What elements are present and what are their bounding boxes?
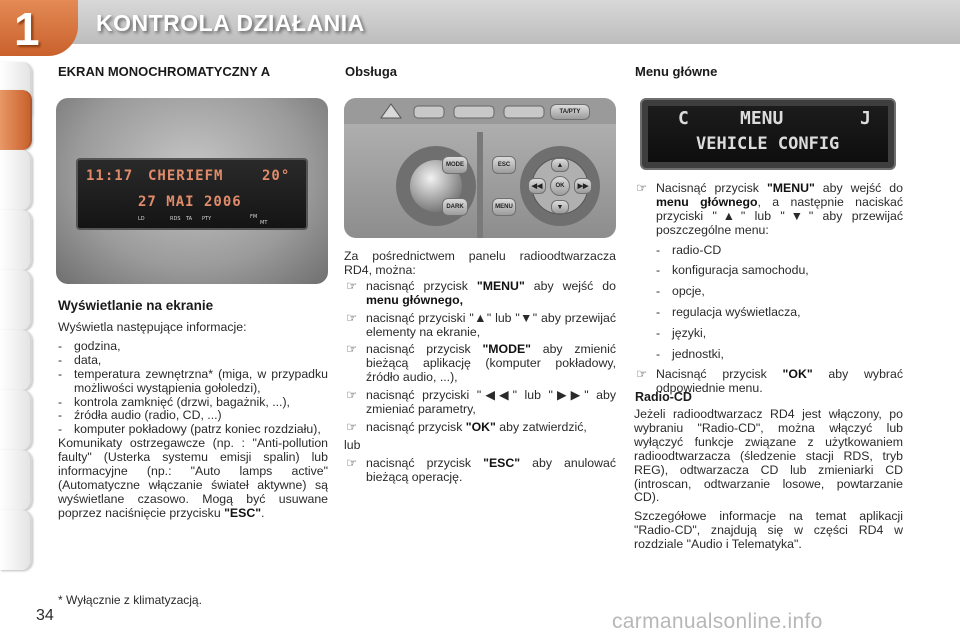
lcd-temperature: 20°: [262, 168, 291, 184]
menu-list-item: - języki,: [656, 325, 707, 340]
list-item: ☞ nacisnąć przyciski "▲" lub "▼" aby przewijać elementy na ekranie,: [346, 310, 616, 339]
lcd-screen: [76, 158, 308, 230]
section-heading-main-menu: Menu główne: [635, 64, 718, 79]
list-item: - temperatura zewnętrzna* (miga, w przypadku możliwości wystąpienia gołoledzi),: [58, 366, 328, 395]
ok-button[interactable]: OK: [550, 176, 570, 196]
menu-list-item: - radio-CD: [656, 242, 722, 257]
subheading-radio-cd: Radio-CD: [635, 390, 692, 404]
list-item: - kontrola zamknięć (drzwi, bagażnik, ...),: [58, 394, 290, 409]
or-text: lub: [344, 437, 361, 452]
radio-cd-text: [634, 408, 903, 552]
lcd-indicator-fm: FM: [250, 214, 258, 220]
side-tab-5[interactable]: [0, 270, 32, 330]
pointer-icon: ☞: [346, 419, 358, 434]
lcd-date: 27 MAI 2006: [138, 194, 242, 210]
menu-lcd-screen: [648, 106, 888, 162]
side-tab-3[interactable]: [0, 150, 32, 210]
chapter-tab: [0, 0, 78, 56]
list-item: ☞ nacisnąć przycisk "MODE" aby zmienić bieżącą aplikację (komputer pokładowy, źródło audio, ...),: [346, 342, 616, 385]
dark-button[interactable]: DARK: [442, 198, 468, 216]
list-item: ☞ Nacisnąć przycisk "OK" aby wybrać odpowiednie menu.: [636, 367, 903, 396]
menu-list: [634, 240, 903, 365]
list-item: ☞ nacisnąć przycisk "ESC" aby anulować bieżącą operację.: [346, 455, 616, 484]
menu-list-item: - konfiguracja samochodu,: [656, 263, 809, 278]
side-tab-7[interactable]: [0, 390, 32, 450]
operation-text: [344, 250, 616, 485]
menu-lcd-line2: VEHICLE CONFIG: [696, 134, 840, 154]
list-item: - data,: [58, 352, 102, 367]
list-item: - źródła audio (radio, CD, ...): [58, 408, 222, 423]
main-menu-text: [634, 178, 903, 396]
display-info-text: [58, 321, 328, 521]
chapter-number: 1: [14, 3, 40, 55]
menu-lcd-left: C: [678, 108, 689, 129]
subheading-display-info: Wyświetlanie na ekranie: [58, 298, 214, 313]
pointer-icon: ☞: [636, 367, 648, 382]
lcd-indicator-ta: TA: [186, 216, 193, 222]
ta-pty-button[interactable]: TA/PTY: [550, 104, 590, 120]
operation-intro: Za pośrednictwem panelu radioodtwarzacza RD4, można:: [344, 249, 616, 277]
list-item: ☞ nacisnąć przycisk "MENU" aby wejść do menu głównego,: [346, 278, 616, 307]
warning-messages-text: Komunikaty ostrzegawcze (np. : "Anti-pollution faulty" (Usterka systemu emisji spalin) lub informacyjne (np.: "Auto lamps active" (Automatyczne włączanie świateł aktywne) są wyświetlane czasowo. Mogą być usuwane poprzez naciśnięcie przycisku "ESC".: [58, 436, 328, 520]
rewind-button[interactable]: ◀◀: [528, 178, 546, 194]
radio-cd-paragraph-2: Szczegółowe informacje na temat aplikacji "Radio-CD", znajdują się w części RD4 w rozdziale "Audio i Telematyka".: [634, 509, 903, 552]
mode-button[interactable]: MODE: [442, 156, 468, 174]
list-item: ☞ nacisnąć przyciski "◀◀" lub "▶▶" aby zmieniać parametry,: [346, 388, 616, 417]
side-tab-active[interactable]: [0, 90, 32, 150]
pointer-icon: ☞: [346, 310, 358, 325]
side-tab-8[interactable]: [0, 450, 32, 510]
radio-cd-paragraph-1: Jeżeli radioodtwarzacz RD4 jest włączony, po wybraniu "Radio-CD", można włączyć lub wyłączyć funkcje związane z użytkowaniem radioodtwarzacza (śledzenie stacji RDS, tryb REG), odtwarzacza CD lub zmieniarki CD (introscan, odtwarzanie losowe, powtarzanie CD).: [634, 407, 903, 505]
pointer-icon: ☞: [636, 181, 648, 195]
page-number: 34: [36, 607, 54, 624]
menu-lcd-right: J: [860, 108, 871, 129]
forward-button[interactable]: ▶▶: [574, 178, 592, 194]
list-item: ☞ nacisnąć przycisk "OK" aby zatwierdzić,: [346, 419, 587, 434]
chapter-header: [0, 0, 960, 55]
pointer-icon: ☞: [346, 278, 358, 293]
footnote: * Wyłącznie z klimatyzacją.: [58, 593, 202, 607]
watermark: carmanualsonline.info: [612, 610, 823, 633]
list-item: - godzina,: [58, 338, 121, 353]
pointer-icon: ☞: [346, 388, 358, 403]
lcd-time: 11:17: [86, 168, 134, 184]
menu-display-photo: [640, 98, 896, 170]
menu-list-item: - jednostki,: [656, 346, 724, 361]
lcd-indicator-rds: RDS: [170, 216, 181, 222]
lcd-indicator-ld: LD: [138, 216, 145, 222]
side-tab-9[interactable]: [0, 510, 32, 570]
lcd-indicator-mt: MT: [260, 220, 268, 226]
esc-button[interactable]: ESC: [492, 156, 516, 174]
radio-display-photo: [56, 98, 328, 284]
down-button[interactable]: ▼: [551, 200, 569, 214]
side-tab-6[interactable]: [0, 330, 32, 390]
up-button[interactable]: ▲: [551, 158, 569, 172]
control-panel-photo: [344, 98, 616, 238]
menu-button[interactable]: MENU: [492, 198, 516, 216]
chapter-title: KONTROLA DZIAŁANIA: [96, 10, 365, 36]
section-heading-operation: Obsługa: [345, 64, 398, 79]
lcd-indicator-pty: PTY: [202, 216, 212, 222]
pointer-icon: ☞: [346, 342, 358, 357]
pointer-icon: ☞: [346, 455, 358, 470]
section-heading-display: EKRAN MONOCHROMATYCZNY A: [58, 64, 271, 79]
side-tab-4[interactable]: [0, 210, 32, 270]
menu-lcd-title: MENU: [740, 108, 784, 129]
list-item: - komputer pokładowy (patrz koniec rozdziału),: [58, 422, 321, 437]
lcd-station: CHERIEFM: [148, 168, 224, 184]
menu-list-item: - regulacja wyświetlacza,: [656, 305, 801, 320]
menu-list-item: - opcje,: [656, 284, 705, 299]
display-intro: Wyświetla następujące informacje:: [58, 320, 247, 334]
list-item: ☞ Nacisnąć przycisk "MENU" aby wejść do menu głównego, a następnie naciskać przyciski "▲" lub "▼" aby przewijać poszczególne menu:: [636, 181, 903, 237]
